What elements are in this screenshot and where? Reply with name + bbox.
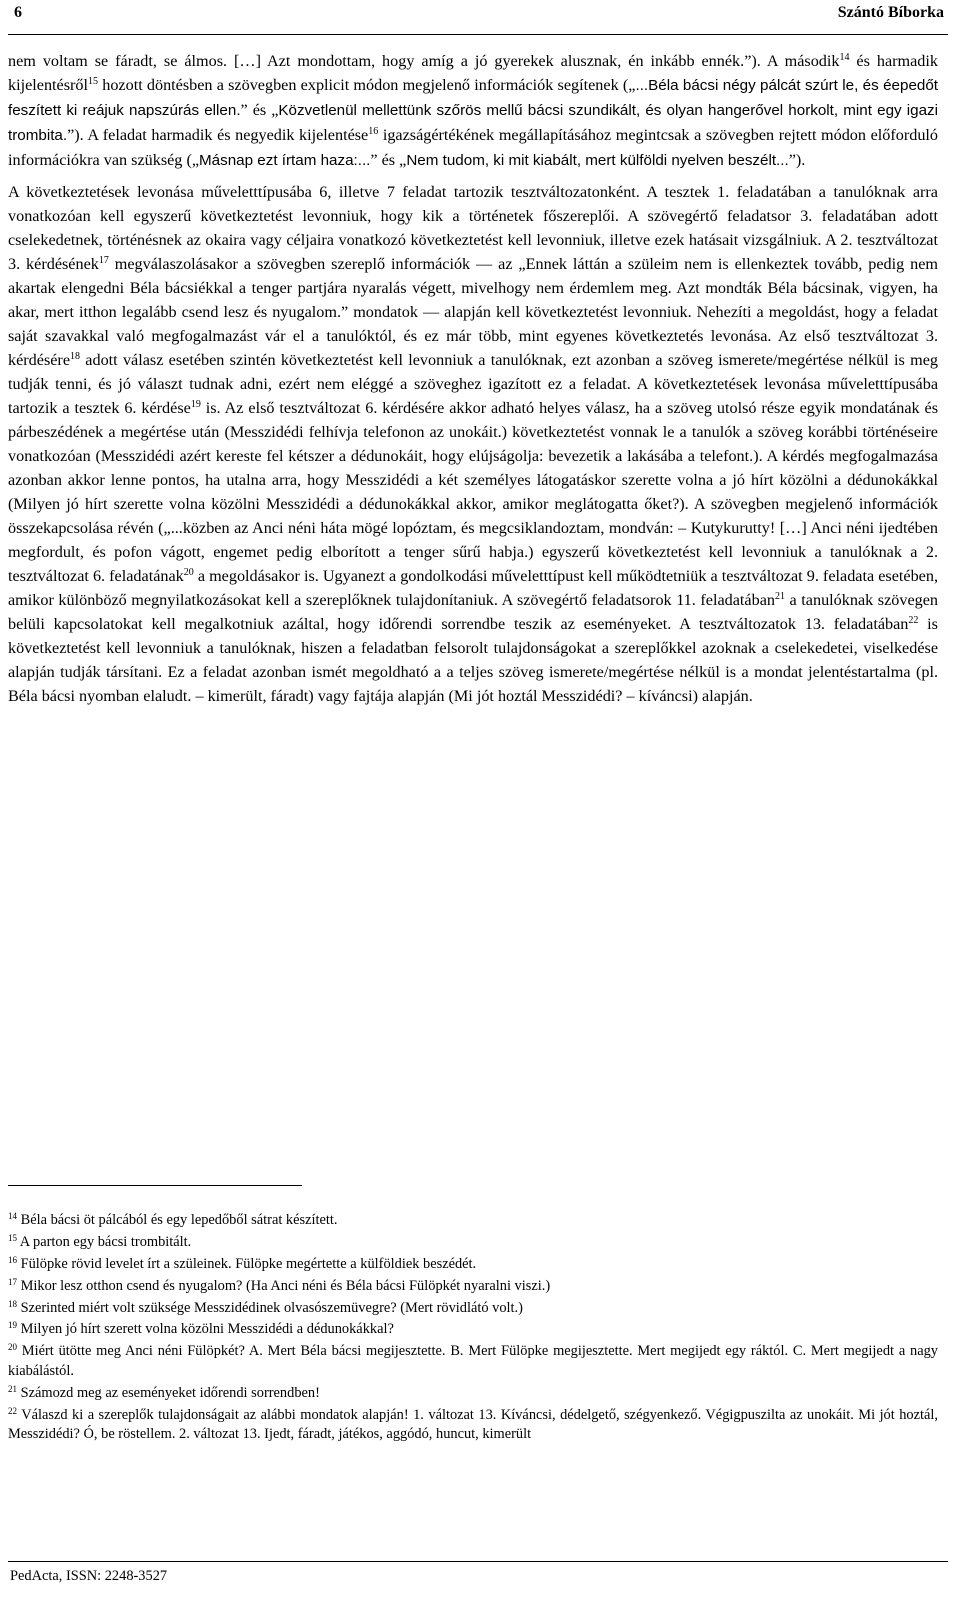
footnote-number: 16 [8, 1254, 17, 1265]
footnote-ref: 15 [88, 76, 99, 87]
footnote-ref: 22 [908, 615, 919, 626]
footnote [8, 1233, 938, 1253]
text-run: is következtetést kell levonniuk a tanulóknak, hiszen a feladatban felsorolt tulajdonságokat a szereplőkkel azoknak a cselekedetei, viselkedése alapján tudják társítani. Ez a feladat azonban ismét megoldható a a teljes szöveg ismerete/megértése nélkül is a mondat jelentéstartalma (pl. Béla bácsi nyomban elaludt. – kimerült, fáradt) vagy fajtája alapján (Mi jót hoztál Messzidédi? – kíváncsi) alapján. [8, 615, 938, 705]
footnote-number: 19 [8, 1320, 17, 1331]
text-run: igazságértékének megállapításához megintcsak a szövegben rejtett módon előforduló információkra van szükség („ [8, 126, 938, 169]
text-run: a megoldásakor is. Ugyanezt a gondolkodási műveletttípust kell működtetniük a tesztváltozat 9. feladata esetében, amikor különböző megnyilatkozásokat kell a szereplőknek tulajdonítaniuk. A szövegértő feladatsorok 11. feladatában [8, 567, 938, 609]
footnote-text: Mikor lesz otthon csend és nyugalom? (Ha Anci néni és Béla bácsi Fülöpkét nyaralni viszi.) [17, 1277, 551, 1294]
footnote [8, 1384, 938, 1404]
journal-issn: PedActa, ISSN: 2248-3527 [10, 1568, 168, 1584]
running-author: Szántó Bíborka [837, 4, 944, 21]
footnote-number: 17 [8, 1276, 17, 1287]
paragraph [8, 49, 938, 173]
footnote-number: 18 [8, 1298, 17, 1309]
quoted-text: Közvetlenül mellettünk szőrös mellű bácsi szundikált, és olyan hangerővel horkolt, mint egy igazi trombita. [8, 102, 939, 144]
footnote-ref: 16 [368, 126, 379, 137]
footnote-ref: 20 [183, 567, 194, 578]
footnotes [8, 1211, 938, 1447]
text-run: hozott döntésben a szövegben explicit módon megjelenő információk segítenek („ [98, 76, 636, 94]
text-run: ” és „ [240, 101, 279, 119]
text-run: is. Az első tesztváltozat 6. kérdésére akkor adható helyes válasz, ha a szöveg utolsó része egyik mondatának és párbeszédének a megértése után (Messzidédi felhívja telefonon az unokáit.) következtetést vonnak le a tanulók a szöveg korábbi történéseire vonatkozóan (Messzidédi azért kereste fel kétszer a dédunokáit, hogy elújságolja: bevezetik a lakásába a telefont.). A kérdés megfogalmazása azonban akkor lenne pontos, ha utalna arra, hogy Messzidédi a két személyes látogatáskor szerette volna a jó hírt közölni a dédunokákkal (Milyen jó hírt szerette volna közölni Messzidédi a dédunokákkal akkor, amikor meglátogatta őket?). A szövegben megjelenő információk összekapcsolása révén („...közben az Anci néni háta mögé lopóztam, és megcsiklandoztam, mondván: – Kutykurutty! […] Anci néni ijedtében megfordult, és pofon vágott, engemet pedig elborított a tenger sűrű habja.) egyszerű következtetést kell levonniuk a tanulóknak a 2. tesztváltozat 6. feladatának [8, 399, 938, 585]
footnote [8, 1342, 938, 1381]
page-number: 6 [14, 4, 22, 21]
text-run: ” és „ [370, 151, 407, 169]
text-run: nem voltam se fáradt, se álmos. […] Azt mondottam, hogy amíg a jó gyerekek alusznak, én inkább ennék.”). A második [8, 52, 840, 70]
footnote-text: Válaszd ki a szereplők tulajdonságait az alábbi mondatok alapján! 1. változat 13. Kíváncsi, dédelgető, szégyenkező. Végigpuszilta az unokáit. Mi jót hoztál, Messzidédi? Ó, be röstellem. 2. változat 13. Ijedt, fáradt, játékos, aggódó, huncut, kimerült [8, 1406, 938, 1443]
footnote-ref: 21 [774, 591, 785, 602]
text-run: ”). A feladat harmadik és negyedik kijelentése [67, 126, 369, 144]
footnote-ref: 17 [98, 255, 109, 266]
footnote-text: Szerinted miért volt szüksége Messzidédinek olvasószemüvegre? (Mert rövidlátó volt.) [17, 1299, 523, 1316]
body-text [8, 49, 938, 715]
footnote-number: 21 [8, 1383, 17, 1394]
footnote-ref: 14 [839, 52, 850, 63]
footnote-text: Fülöpke rövid levelet írt a szüleinek. Fülöpke megértette a külföldiek beszédét. [17, 1255, 477, 1272]
footnote-separator [8, 1185, 302, 1186]
footnote [8, 1277, 938, 1297]
page-header [8, 0, 948, 35]
footnote [8, 1299, 938, 1319]
footnote-number: 15 [8, 1232, 17, 1243]
footnote [8, 1211, 938, 1231]
footnote [8, 1320, 938, 1340]
footnote-ref: 18 [70, 351, 81, 362]
footnote [8, 1406, 938, 1445]
quoted-text: ...Béla bácsi négy pálcát szúrt le, és éepedőt feszített ki reájuk napszúrás ellen. [8, 77, 939, 119]
text-run: a tanulóknak szövegen belüli kapcsolatokat kell megalkotniuk azáltal, hogy időrendi sorrendbe teszik az eseményeket. A tesztváltozatok 13. feladatában [8, 591, 939, 633]
footnote-text: Miért ütötte meg Anci néni Fülöpkét? A. Mert Béla bácsi megijesztette. B. Mert Fülöpke megijesztette. Mert megijedt egy ráktól. C. Mert megijedt a nagy kiabálástól. [8, 1343, 938, 1379]
text-run: ”). [788, 151, 806, 169]
page-footer [8, 1561, 948, 1584]
footnote-text: Milyen jó hírt szerett volna közölni Messzidédi a dédunokákkal? [17, 1321, 394, 1338]
paragraph [8, 180, 938, 708]
text-run: adott válasz esetében szintén következtetést kell levonniuk a tanulóknak, ezt azonban a szöveg ismerete/megértése nélkül is meg tudják tenni, és jó választ tudnak adni, ezért nem eléggé a szöveghez igazított ez a feladat. A következtetések levonása műveletttípusába tartozik a tesztek 6. kérdése [8, 351, 938, 417]
text-run: és harmadik kijelentésről [8, 52, 938, 94]
text-run: megválaszolásakor a szövegben szereplő információk — az „Ennek láttán a szüleim nem is ellenkeztek tovább, pedig nem akartak elengedni Béla bácsiékkal a tenger partjára nyaralás végett, mivelhogy nem érdemlem meg. Azt mondták Béla bácsinak, vigyen, ha akar, mert itthon legalább csend lesz és nyugalom.” mondatok — alapján kell következtetést levonniuk. Nehezíti a megoldást, hogy a feladat saját szavakkal való megfogalmazást vár el a tanulóktól, és ez már több, mint egyenes következtetés levonása. Az első tesztváltozat 3. kérdésére [8, 255, 938, 369]
text-run: A következtetések levonása műveletttípusába 6, illetve 7 feladat tartozik tesztváltozatonként. A tesztek 1. feladatában a tanulóknak arra vonatkozóan kell egyszerű következtetést levonniuk, hogy kik a történetek főszereplői. A szövegértő feladatsor 3. feladatában adott cselekedetnek, történésnek az okaira vagy céljaira vonatkozó következtetést kell levonniuk, illetve ezek hatásait vizsgálniuk. A 2. tesztváltozat 3. kérdésének [8, 183, 938, 273]
footnote-text: A parton egy bácsi trombitált. [17, 1233, 192, 1250]
footnote-number: 14 [8, 1211, 17, 1221]
footnote-number: 22 [8, 1405, 17, 1416]
footnote-text: Béla bácsi öt pálcából és egy lepedőből sátrat készített. [17, 1212, 338, 1228]
quoted-text: Másnap ezt írtam haza:... [199, 152, 371, 169]
footnote-ref: 19 [190, 399, 201, 410]
footnote-text: Számozd meg az eseményeket időrendi sorrendben! [17, 1384, 320, 1401]
quoted-text: Nem tudom, ki mit kiabált, mert külföldi nyelven beszélt... [406, 152, 789, 169]
footnote-number: 20 [8, 1342, 17, 1353]
footnote [8, 1255, 938, 1275]
